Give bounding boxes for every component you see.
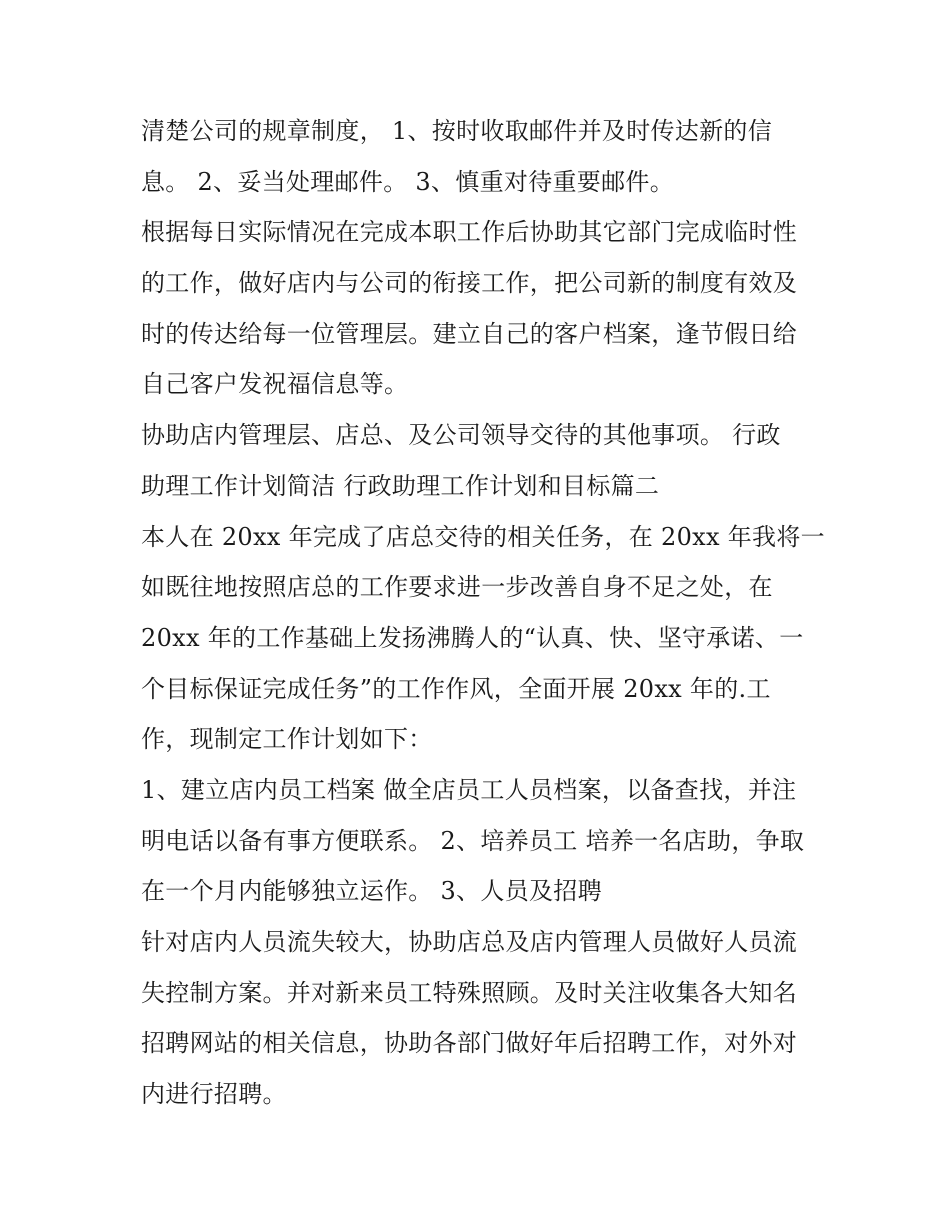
text-line: 失控制方案。并对新来员工特殊照顾。及时关注收集各大知名 <box>141 978 798 1007</box>
text-line: 根据每日实际情况在完成本职工作后协助其它部门完成临时性 <box>141 218 798 247</box>
text-line: 本人在 20xx 年完成了店总交待的相关任务，在 20xx 年我将一 <box>141 522 825 551</box>
text-line: 自己客户发祝福信息等。 <box>141 370 409 399</box>
text-line: 明电话以备有事方便联系。 2、培养员工 培养一名店助，争取 <box>141 826 805 855</box>
text-line: 20xx 年的工作基础上发扬沸腾人的“认真、快、坚守承诺、一 <box>141 623 804 652</box>
text-line: 1、建立店内员工档案 做全店员工人员档案，以备查找，并注 <box>141 775 797 804</box>
text-line: 的工作，做好店内与公司的衔接工作，把公司新的制度有效及 <box>141 269 798 298</box>
text-line: 在一个月内能够独立运作。 3、人员及招聘 <box>141 877 602 906</box>
text-line: 息。 2、妥当处理邮件。 3、慎重对待重要邮件。 <box>141 167 674 196</box>
text-line: 协助店内管理层、店总、及公司领导交待的其他事项。 行政 <box>141 421 781 450</box>
text-line: 助理工作计划简洁 行政助理工作计划和目标篇二 <box>141 471 660 500</box>
text-line: 内进行招聘。 <box>141 1080 287 1109</box>
text-line: 如既往地按照店总的工作要求进一步改善自身不足之处，在 <box>141 573 773 602</box>
text-line: 个目标保证完成任务”的工作作风，全面开展 20xx 年的.工 <box>141 674 771 703</box>
text-line: 招聘网站的相关信息，协助各部门做好年后招聘工作，对外对 <box>141 1029 798 1058</box>
text-line: 针对店内人员流失较大，协助店总及店内管理人员做好人员流 <box>141 928 798 956</box>
text-line: 清楚公司的规章制度， 1、按时收取邮件并及时传达新的信 <box>141 117 772 145</box>
text-line: 作，现制定工作计划如下： <box>141 725 433 754</box>
body-text <box>141 106 825 1120</box>
text-line: 时的传达给每一位管理层。建立自己的客户档案，逢节假日给 <box>141 319 798 348</box>
